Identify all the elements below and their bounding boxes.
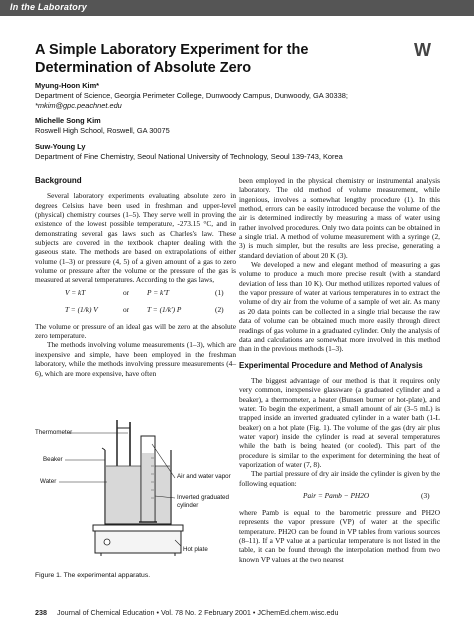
equation-term: Pair = Pamb − PH2O bbox=[303, 491, 370, 500]
figure-caption: Figure 1. The experimental apparatus. bbox=[35, 572, 151, 579]
author-email: *mkim@gpc.peachnet.edu bbox=[35, 101, 122, 110]
right-column bbox=[239, 176, 440, 564]
label-air: Air and water vapor bbox=[177, 473, 231, 480]
water-shape bbox=[106, 466, 170, 523]
left-column bbox=[35, 176, 236, 378]
author-affiliation: Roswell High School, Roswell, GA 30075 bbox=[35, 126, 170, 135]
equation-term: T = (1/k′) P bbox=[147, 304, 182, 314]
section-header-bar bbox=[0, 0, 474, 16]
hotplate-top bbox=[93, 525, 183, 531]
equation-or: or bbox=[123, 304, 130, 314]
equation-or: or bbox=[123, 287, 130, 297]
label-hotplate: Hot plate bbox=[183, 546, 208, 553]
author-name: Myung-Hoon Kim* bbox=[35, 81, 100, 90]
equation-2 bbox=[35, 305, 236, 319]
equation-number: (2) bbox=[215, 304, 224, 314]
equation-1 bbox=[35, 288, 236, 302]
hotplate-knob bbox=[104, 539, 110, 545]
web-supplement-logo: W bbox=[414, 40, 431, 60]
paragraph: We developed a new and elegant method of measuring a gas volume to produce a much more precise result (with a standard deviation of less than 10 K). Our method utilizes reported values of the vapor pressure of water at various temperatures in to extract the volume of dry air from the volume of a sample of wet air. As many as 20 data points can be collected in a single trial because the raw data of volume can be obtained much more easily through direct readings of gas volume in a graduated cylinder. Only the analysis of data and calculations are somewhat more involved in this method than in the previous methods (1–3). bbox=[239, 260, 440, 354]
paragraph: The methods involving volume measurements (1–3), which are inexpensive and simple, have been employed in the freshman laboratory, while the methods involving pressure measurements (4–6), which are more expensive, have often bbox=[35, 340, 236, 378]
paragraph: Several laboratory experiments evaluating absolute zero in degrees Celsius have been used in freshman and upper-level (physical) chemistry courses (1–5). They serve well in proving the existence of the lowest possible temperature, -273.15 °C, and in demonstrating several gas laws such as Charles's law. These subjects are covered in the textbook chapter dealing with the gaseous state. The methods are based on extrapolations of either volume (1–3) or pressure (4, 5) of a given amount of a gas to zero volume or pressure after the volume or the pressure of the gas is measured at several temperatures. According to the gas laws, bbox=[35, 191, 236, 285]
equation-number: (3) bbox=[421, 491, 430, 500]
paragraph: The partial pressure of dry air inside the cylinder is given by the following equation: bbox=[239, 469, 440, 488]
figure-apparatus bbox=[35, 418, 236, 568]
section-label: In the Laboratory bbox=[10, 2, 87, 12]
author-block-2 bbox=[35, 116, 455, 136]
author-block-1 bbox=[35, 81, 455, 111]
equation-term: P = k′T bbox=[147, 287, 169, 297]
label-beaker: Beaker bbox=[43, 456, 63, 463]
article-title: A Simple Laboratory Experiment for the Determination of Absolute Zero bbox=[35, 42, 309, 76]
author-block-3 bbox=[35, 142, 455, 162]
paragraph: been employed in the physical chemistry or instrumental analysis laboratory. The old method of volume measurement, while ingenious, involves a somewhat lengthy procedure (1). In this method, errors can be easily introduced because the volume of the air is determined indirectly by measuring a mass of water using rather involved procedures. Only two data points can be obtained in a single trial. A method of volume measurement with a syringe (2, 3) is much simpler, but the results are less precise, generating a standard deviation of about 20 K (3). bbox=[239, 176, 440, 260]
paragraph: The volume or pressure of an ideal gas will be zero at the absolute zero temperature. bbox=[35, 321, 236, 341]
author-name: Michelle Song Kim bbox=[35, 116, 101, 125]
journal-citation: Journal of Chemical Education • Vol. 78 No. 2 February 2001 • JChemEd.chem.wisc.edu bbox=[57, 608, 339, 617]
air-pocket bbox=[142, 437, 154, 453]
author-affiliation: Department of Science, Georgia Perimeter College, Dunwoody Campus, Dunwoody, GA 30338; bbox=[35, 91, 348, 100]
equation-term: T = (1/k) V bbox=[65, 304, 98, 314]
page-footer bbox=[35, 608, 339, 617]
equation-term: V = kT bbox=[65, 287, 86, 297]
paragraph: where Pamb is equal to the barometric pressure and PH2O represents the vapor pressure (VP) of water at the specific temperature. PH2O can be found in VP tables from various sources (8–11). If a VP value at a particular temperature is not listed in the table, it can be found through the interpolation method from two known VP values at the two nearest bbox=[239, 508, 440, 564]
section-heading: Background bbox=[35, 176, 82, 185]
label-water: Water bbox=[40, 478, 57, 485]
page-number: 238 bbox=[35, 608, 47, 617]
author-name: Suw-Young Ly bbox=[35, 142, 86, 151]
author-affiliation: Department of Fine Chemistry, Seoul National University of Technology, Seoul 139-743, Korea bbox=[35, 152, 343, 161]
cylinder-water bbox=[142, 453, 154, 521]
equation-number: (1) bbox=[215, 287, 224, 297]
section-heading: Experimental Procedure and Method of Analysis bbox=[239, 360, 423, 370]
equation-3 bbox=[239, 491, 440, 505]
beaker-lip bbox=[102, 448, 105, 450]
label-cylinder: Inverted graduated cylinder bbox=[177, 494, 229, 509]
paragraph: The biggest advantage of our method is that it requires only very common, inexpensive glassware (a graduated cylinder and a beaker), a thermometer, a heater (Bunsen burner or hot-plate), and water. To begin the experiment, a small amount of air (3–5 mL) is trapped inside an inverted graduated cylinder in a water bath (1-L beaker) on a hot plate (Fig. 1). The volume of the gas (dry air plus water vapor) inside the cylinder is read at several temperatures while the bath is being heated (or cooled). This part of the procedure is similar to the experiment for determining the heat of vaporization of water (7, 8). bbox=[239, 375, 440, 469]
label-thermometer: Thermometer bbox=[35, 429, 73, 436]
